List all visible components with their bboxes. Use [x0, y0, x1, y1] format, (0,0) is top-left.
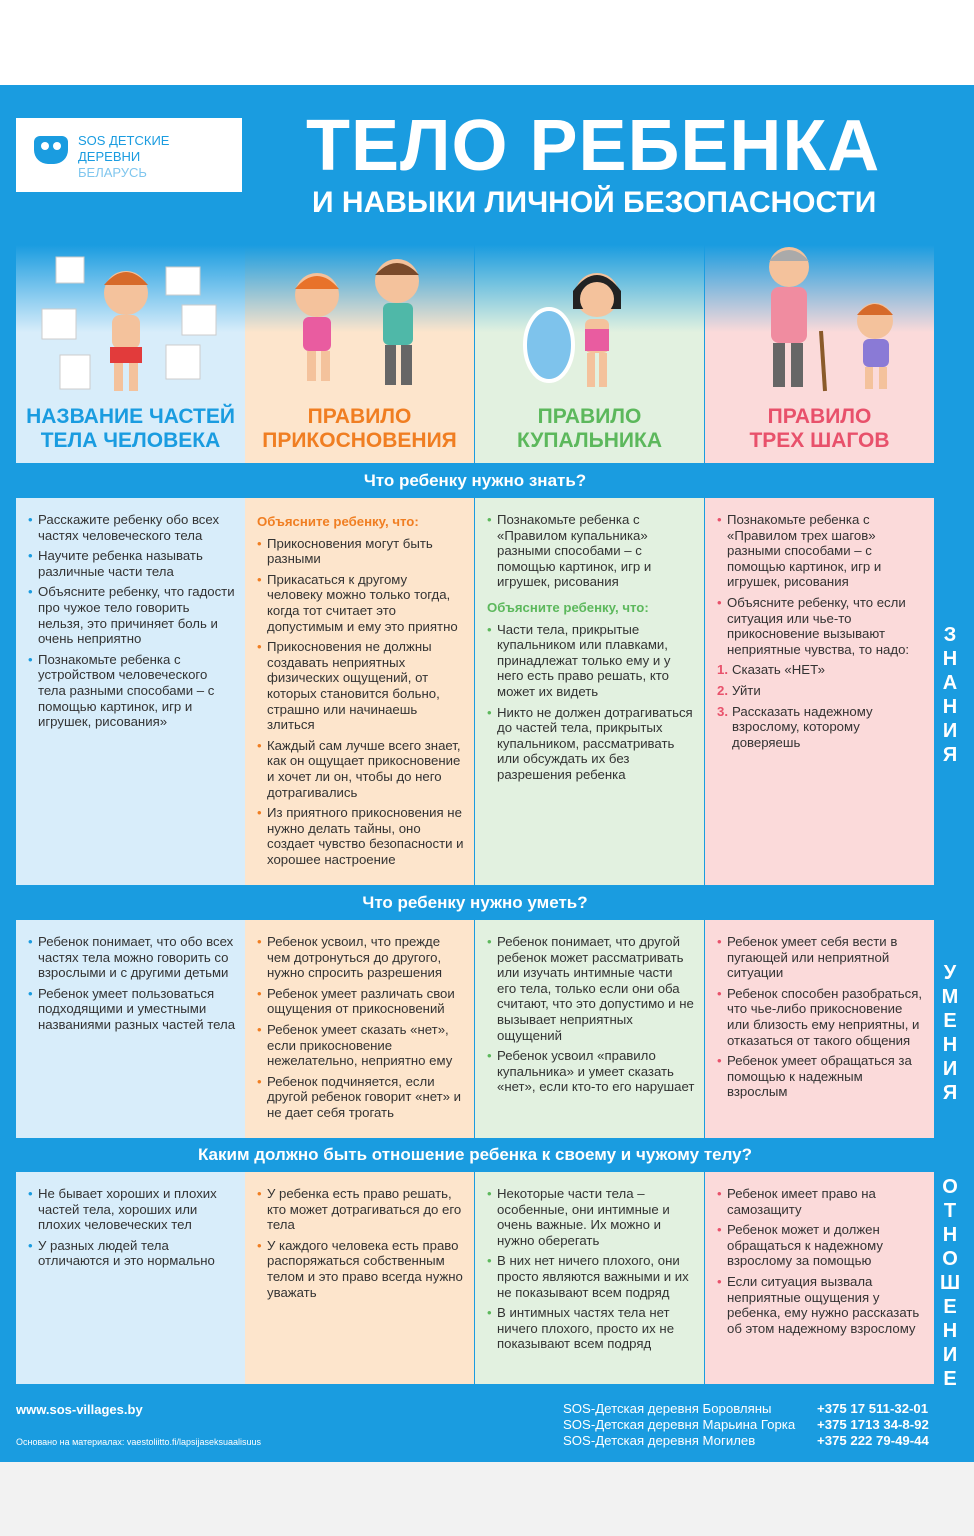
list-item: • Если ситуация вызвала неприятные ощущения у ребенка, ему нужно рассказать об этом надежному взрослому	[717, 1274, 925, 1336]
list-item: • Из приятного прикосновения не нужно делать тайны, оно создает чувство безопасности и хорошее настроение	[257, 805, 465, 867]
skills-cell-body-parts	[16, 920, 245, 1138]
contact-row: SOS-Детская деревня Марьина Горка +375 1713 34-8-92	[563, 1417, 929, 1432]
list-item: • В них нет ничего плохого, они просто являются важными и их не показывают всем подряд	[487, 1253, 695, 1300]
attitude-cell-touch-rule	[245, 1172, 474, 1384]
swimsuit-rule-illustration	[475, 245, 704, 405]
list-item: • Объясните ребенку, что если ситуация или чье-то прикосновение вызывают неприятные чувства, то надо:	[717, 595, 925, 657]
side-label-attitude: О Т Н О Ш Е Н И Е	[939, 1176, 961, 1390]
know-cell-three-steps	[705, 498, 934, 885]
logo-text: SOS ДЕТСКИЕ ДЕРЕВНИ БЕЛАРУСЬ	[78, 133, 170, 180]
phone-number[interactable]: +375 1713 34-8-92	[817, 1417, 929, 1432]
list-item: • Ребенок понимает, что другой ребенок может рассматривать или изучать интимные части его тела, только если они оба считают, что это допустимо и не вызывает неприятных ощущений	[487, 934, 695, 1043]
step-item: 2. Уйти	[717, 682, 761, 698]
section-heading-skills: Что ребенку нужно уметь?	[362, 893, 588, 912]
list-item: • Каждый сам лучше всего знает, как он ощущает прикосновение и хочет ли он, чтобы до него дотрагивались	[257, 738, 465, 800]
list-item: • Части тела, прикрытые купальником или плавками, принадлежат только ему и у него есть право решать, кто может их видеть	[487, 622, 695, 700]
know-cell-swimsuit-rule	[475, 498, 704, 885]
list-item: • У ребенка есть право решать, кто может дотрагиваться до его тела	[257, 1186, 465, 1233]
list-item: • Некоторые части тела – особенные, они интимные и очень важные. Их можно и нужно оберегать	[487, 1186, 695, 1248]
list-item: • Ребенок способен разобраться, что чье-либо прикосновение или близость ему неприятны, и отказаться от такого общения	[717, 986, 925, 1048]
section-heading-attitude: Каким должно быть отношение ребенка к своему и чужому телу?	[197, 1145, 753, 1164]
contacts-list	[563, 1401, 929, 1449]
source-note: Основано на материалах: vaestoliitto.fi/lapsijaseksuaalisuus	[16, 1437, 261, 1447]
side-label-know: З Н А Н И Я	[942, 624, 958, 766]
sos-logo-icon	[34, 136, 68, 164]
list-item: • Ребенок умеет различать свои ощущения от прикосновений	[257, 986, 465, 1017]
list-item: • Не бывает хороших и плохих частей тела, хороших или плохих человеческих тел	[28, 1186, 236, 1233]
list-item: • У каждого человека есть право распоряжаться собственным телом и это право всегда нужно уважать	[257, 1238, 465, 1300]
section-heading-know: Что ребенку нужно знать?	[363, 471, 587, 490]
list-item: • Познакомьте ребенка с устройством человеческого тела разными способами – с помощью картинок, игр и игрушек, рисования»	[28, 652, 236, 730]
skills-cell-touch-rule	[245, 920, 474, 1138]
list-item: • Ребенок подчиняется, если другой ребенок говорит «нет» и не дает себя трогать	[257, 1074, 465, 1121]
top-margin	[0, 0, 974, 85]
sos-logo	[16, 118, 242, 192]
column-title-three-steps-rule: ПРАВИЛО ТРЕХ ШАГОВ	[749, 405, 890, 452]
website-link[interactable]: www.sos-villages.by	[16, 1402, 143, 1417]
list-item: • Познакомьте ребенка с «Правилом купальника» разными способами – с помощью картинок, игр и игрушек, рисования	[487, 512, 695, 590]
list-item: • Прикосновения могут быть разными	[257, 536, 465, 567]
list-item: • Ребенок усвоил, что прежде чем дотронуться до другого, нужно спросить разрешения	[257, 934, 465, 981]
attitude-cell-three-steps	[705, 1172, 934, 1384]
attitude-cell-swimsuit-rule	[475, 1172, 704, 1384]
list-item: • В интимных частях тела нет ничего плохого, просто их не показывают всем подряд	[487, 1305, 695, 1352]
list-item: • Прикасаться к другому человеку можно только тогда, когда тот считает это допустимым и ему это приятно	[257, 572, 465, 634]
list-item: • У разных людей тела отличаются и это нормально	[28, 1238, 236, 1269]
list-item: • Ребенок умеет себя вести в пугающей или неприятной ситуации	[717, 934, 925, 981]
phone-number[interactable]: +375 222 79-49-44	[817, 1433, 929, 1448]
skills-cell-three-steps	[705, 920, 934, 1138]
phone-number[interactable]: +375 17 511-32-01	[817, 1401, 929, 1416]
column-header-touch-rule	[245, 245, 474, 463]
touch-rule-illustration	[245, 245, 474, 405]
step-item: 3. Рассказать надежному взрослому, которому доверяешь	[717, 703, 873, 750]
know-cell-touch-rule	[245, 498, 474, 885]
list-item: • Научите ребенка называть различные части тела	[28, 548, 236, 579]
list-item: • Ребенок умеет обращаться за помощью к надежным взрослым	[717, 1053, 925, 1100]
list-item: • Ребенок усвоил «правило купальника» и умеет сказать «нет», если кто-то его нарушает	[487, 1048, 695, 1095]
list-item: • Познакомьте ребенка с «Правилом трех шагов» разными способами – с помощью картинок, игр и игрушек, рисования	[717, 512, 925, 590]
page-title: ТЕЛО РЕБЕНКА	[306, 106, 881, 186]
column-header-three-steps-rule	[705, 245, 934, 463]
body-parts-illustration	[16, 245, 245, 405]
know-touch-intro: Объясните ребенку, что:	[257, 514, 419, 529]
list-item: • Ребенок имеет право на самозащиту	[717, 1186, 925, 1217]
poster	[0, 85, 974, 1462]
list-item: • Ребенок понимает, что обо всех частях тела можно говорить со взрослыми и с другими детьми	[28, 934, 236, 981]
list-item: • Ребенок умеет пользоваться подходящими и уместными названиями разных частей тела	[28, 986, 236, 1033]
column-title-swimsuit-rule: ПРАВИЛО КУПАЛЬНИКА	[517, 405, 662, 452]
column-title-touch-rule: ПРАВИЛО ПРИКОСНОВЕНИЯ	[262, 405, 457, 452]
list-item: • Ребенок умеет сказать «нет», если прикосновение нежелательно, неприятно ему	[257, 1022, 465, 1069]
column-header-swimsuit-rule	[475, 245, 704, 463]
page-subtitle: И НАВЫКИ ЛИЧНОЙ БЕЗОПАСНОСТИ	[312, 186, 877, 219]
contact-row: SOS-Детская деревня Могилев +375 222 79-49-44	[563, 1433, 929, 1448]
list-item: • Объясните ребенку, что гадости про чужое тело говорить нельзя, это причиняет боль и очень неприятно	[28, 584, 236, 646]
skills-cell-swimsuit-rule	[475, 920, 704, 1138]
list-item: • Никто не должен дотрагиваться до частей тела, прикрытых купальником, рассматривать или обсуждать их без разрешения ребенка	[487, 705, 695, 783]
know-cell-body-parts	[16, 498, 245, 885]
step-item: 1. Сказать «НЕТ»	[717, 662, 825, 678]
side-label-skills: У М Е Н И Я	[941, 962, 959, 1104]
column-header-body-parts	[16, 245, 245, 463]
column-title-body-parts: НАЗВАНИЕ ЧАСТЕЙ ТЕЛА ЧЕЛОВЕКА	[26, 405, 235, 452]
contact-row: SOS-Детская деревня Боровляны +375 17 511-32-01	[563, 1401, 929, 1416]
list-item: • Ребенок может и должен обращаться к надежному взрослому за помощью	[717, 1222, 925, 1269]
three-steps-illustration	[705, 245, 934, 405]
attitude-cell-body-parts	[16, 1172, 245, 1384]
list-item: • Расскажите ребенку обо всех частях человеческого тела	[28, 512, 236, 543]
know-swimsuit-intro: Объясните ребенку, что:	[487, 599, 649, 615]
list-item: • Прикосновения не должны создавать неприятных физических ощущений, от которых становится больно, страшно или начинаешь злиться	[257, 639, 465, 733]
